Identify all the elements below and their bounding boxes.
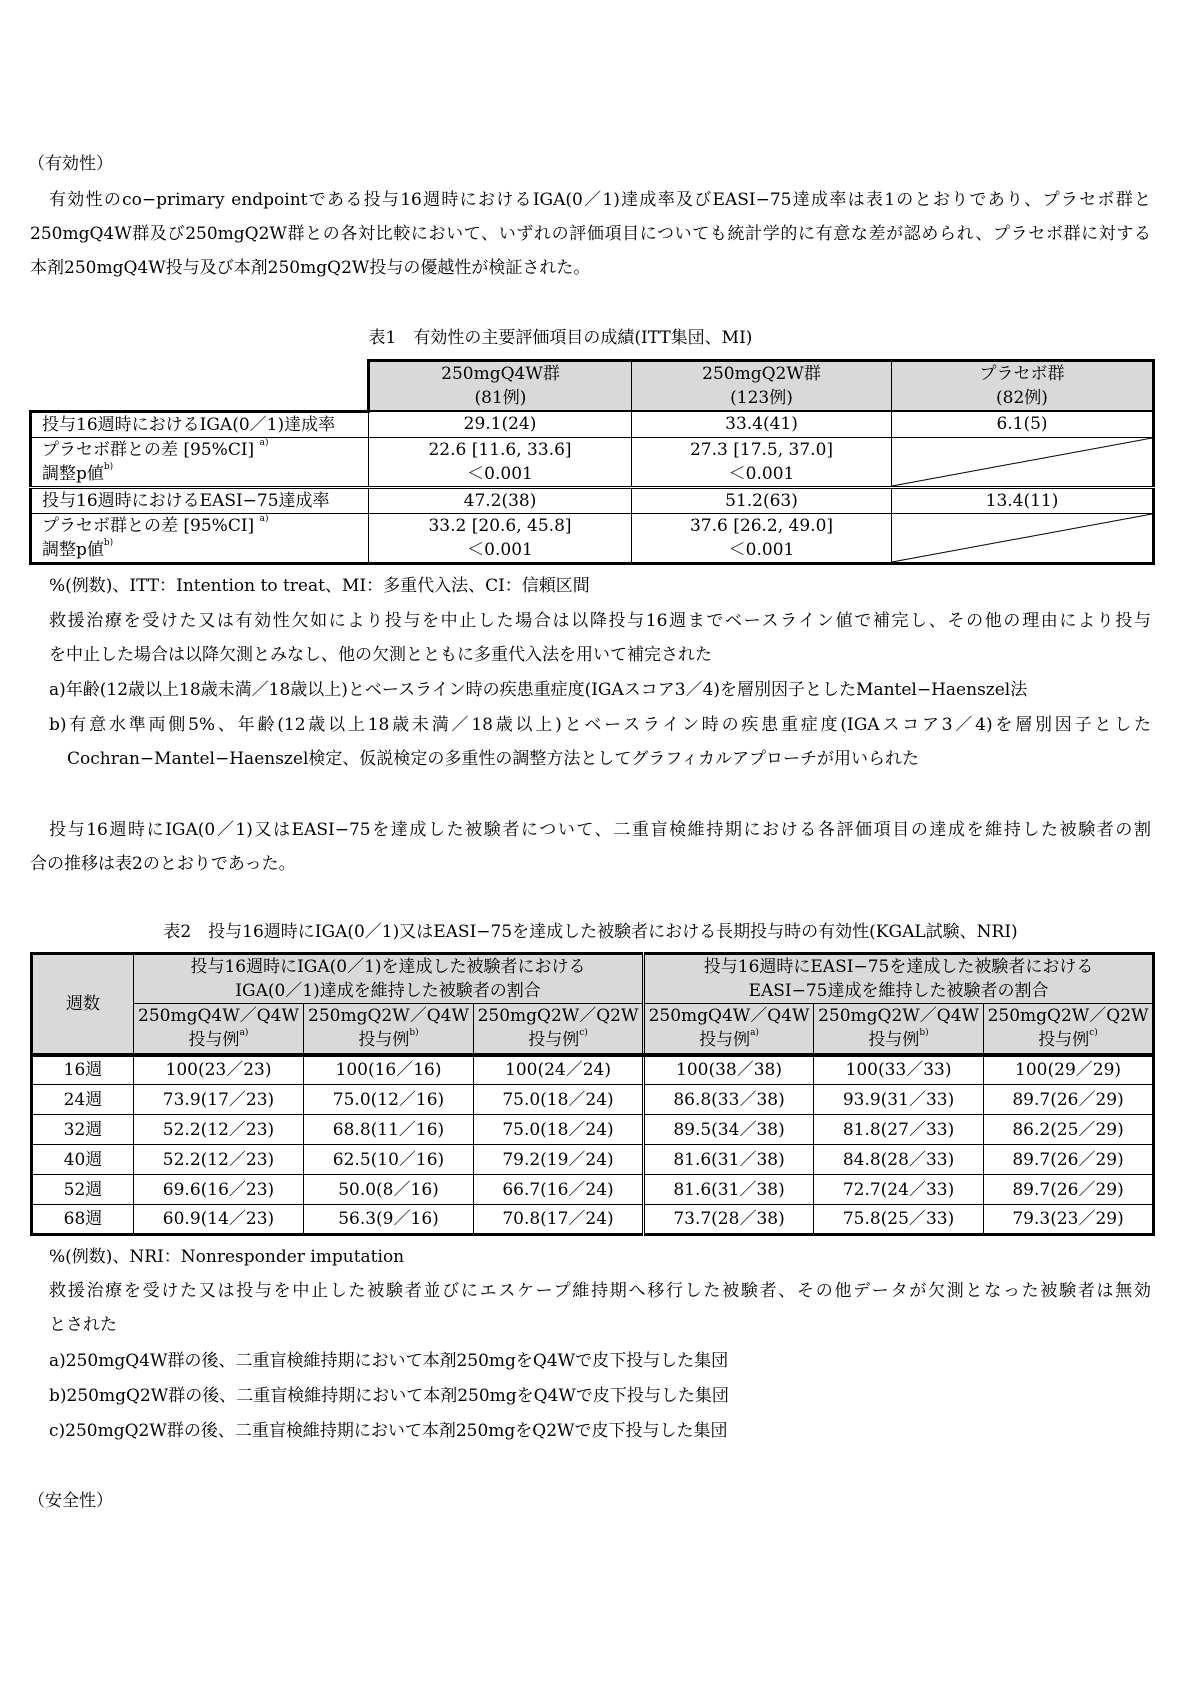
cell: 89.7(26／29) [984, 1145, 1154, 1175]
week-cell: 52週 [32, 1175, 134, 1205]
row-label [31, 437, 369, 487]
footnote-mark: c) [1089, 1028, 1098, 1039]
cell: 47.2(38) [369, 487, 632, 513]
p-value: ＜0.001 [728, 463, 795, 484]
note-line: 救援治療を受けた又は有効性欠如により投与を中止した場合は以降投与16週までベースライン値で補完し、その他の理由により投与 [49, 611, 1151, 631]
paragraph-line: 250mgQ4W群及び250mgQ2W群との各対比較において、いずれの評価項目についても統計学的に有意な差が認められ、プラセボ群に対する [30, 224, 1151, 244]
cell: 52.2(12／23) [134, 1115, 304, 1145]
cell: 79.2(19／24) [474, 1145, 644, 1175]
table-row [32, 1205, 1154, 1235]
week-cell: 16週 [32, 1055, 134, 1085]
cell: 66.7(16／24) [474, 1175, 644, 1205]
footnote-mark: b) [103, 461, 114, 472]
cell: 100(29／29) [984, 1055, 1154, 1085]
column-n: (81例) [474, 388, 527, 408]
table2 [30, 952, 1155, 1236]
regimen: 250mgQ2W／Q4W [818, 1006, 979, 1027]
column-n: (123例) [730, 388, 793, 408]
subgroup-header [134, 1004, 304, 1055]
p-label: 調整p値 [42, 539, 104, 560]
cell: 68.8(11／16) [304, 1115, 474, 1145]
table-row [32, 1085, 1154, 1115]
group-header-line: 投与16週時にIGA(0／1)を達成した被験者における [190, 957, 586, 977]
cell: 81.6(31／38) [644, 1175, 814, 1205]
column-header [632, 361, 892, 412]
empty-corner [31, 361, 369, 412]
cell: 6.1(5) [892, 411, 1154, 437]
cell: 29.1(24) [369, 411, 632, 437]
cell: 75.0(18／24) [474, 1115, 644, 1145]
table-row [32, 1055, 1154, 1085]
cell: 86.8(33／38) [644, 1085, 814, 1115]
p-value: ＜0.001 [728, 539, 795, 560]
cell: 89.7(26／29) [984, 1085, 1154, 1115]
empty-diagonal-cell [892, 437, 1154, 487]
group-header-line: EASI−75達成を維持した被験者の割合 [748, 981, 1049, 1001]
table-row [32, 1115, 1154, 1145]
p-value: ＜0.001 [467, 463, 533, 484]
diff-value: 37.6 [26.2, 49.0] [689, 515, 834, 536]
cell: 100(16／16) [304, 1055, 474, 1085]
regimen: 250mgQ2W／Q4W [308, 1006, 469, 1027]
table1-caption: 表1 有効性の主要評価項目の成績(ITT集団、MI) [368, 328, 753, 348]
subgroup-header [814, 1004, 984, 1055]
subgroup-label: 投与例 [358, 1030, 410, 1051]
column-header [892, 361, 1154, 412]
column-name: 250mgQ2W群 [702, 364, 821, 384]
cell: 73.9(17／23) [134, 1085, 304, 1115]
footnote-mark: c) [579, 1028, 588, 1039]
diff-label: プラセボ群との差 [95%CI] [42, 515, 255, 536]
diff-value: 33.2 [20.6, 45.8] [428, 515, 572, 536]
cell: 73.7(28／38) [644, 1205, 814, 1235]
cell: 13.4(11) [892, 487, 1154, 513]
cell [632, 437, 892, 487]
regimen: 250mgQ2W／Q2W [987, 1006, 1149, 1027]
note-line: c)250mgQ2W群の後、二重盲検維持期において本剤250mgをQ2Wで皮下投与した集団 [49, 1421, 728, 1441]
subgroup-label: 投与例 [188, 1030, 240, 1051]
subgroup-header [474, 1004, 644, 1055]
paragraph-line: 合の推移は表2のとおりであった。 [30, 854, 296, 874]
note-line: Cochran−Mantel−Haenszel検定、仮説検定の多重性の調整方法としてグラフィカルアプローチが用いられた [67, 749, 920, 769]
cell: 33.4(41) [632, 411, 892, 437]
week-cell: 40週 [32, 1145, 134, 1175]
note-line: とされた [49, 1315, 117, 1335]
row-label: 投与16週時におけるEASI−75達成率 [31, 487, 369, 513]
section-heading-safety: （安全性） [28, 1491, 113, 1511]
cell [369, 513, 632, 563]
footnote-mark: a) [750, 1028, 759, 1039]
cell: 93.9(31／33) [814, 1085, 984, 1115]
paragraph-line: 有効性のco−primary endpointである投与16週時におけるIGA(0／1)達成率及びEASI−75達成率は表1のとおりであり、プラセボ群と [49, 190, 1151, 210]
cell: 100(38／38) [644, 1055, 814, 1085]
cell: 81.8(27／33) [814, 1115, 984, 1145]
p-label: 調整p値 [42, 463, 104, 484]
column-header [369, 361, 632, 412]
cell: 89.7(26／29) [984, 1175, 1154, 1205]
week-cell: 32週 [32, 1115, 134, 1145]
paragraph-line: 投与16週時にIGA(0／1)又はEASI−75を達成した被験者について、二重盲検維持期における各評価項目の達成を維持した被験者の割 [49, 820, 1151, 840]
column-n: (82例) [996, 388, 1048, 408]
group-header [644, 954, 1154, 1004]
cell: 51.2(63) [632, 487, 892, 513]
cell: 86.2(25／29) [984, 1115, 1154, 1145]
row-label [31, 513, 369, 563]
group-header-line: IGA(0／1)達成を維持した被験者の割合 [235, 981, 541, 1001]
row-label: 投与16週時におけるIGA(0／1)達成率 [31, 411, 369, 437]
table2-caption: 表2 投与16週時にIGA(0／1)又はEASI−75を達成した被験者における長期投与時の有効性(KGAL試験、NRI) [163, 922, 1018, 942]
note-line: a)年齢(12歳以上18歳未満／18歳以上)とベースライン時の疾患重症度(IGAスコア3／4)を層別因子としたMantel−Haenszel法 [49, 680, 1028, 700]
cell: 100(23／23) [134, 1055, 304, 1085]
subgroup-label: 投与例 [528, 1030, 580, 1051]
footnote-mark: a) [259, 437, 269, 448]
note-line: を中止した場合は以降欠測とみなし、他の欠測とともに多重代入法を用いて補完された [49, 645, 712, 665]
cell: 62.5(10／16) [304, 1145, 474, 1175]
note-line: b)有意水準両側5%、年齢(12歳以上18歳未満／18歳以上)とベースライン時の疾患重症度(IGAスコア3／4)を層別因子とした [49, 715, 1151, 735]
cell: 75.8(25／33) [814, 1205, 984, 1235]
section-heading-efficacy: （有効性） [28, 154, 113, 174]
cell: 79.3(23／29) [984, 1205, 1154, 1235]
cell: 56.3(9／16) [304, 1205, 474, 1235]
week-header: 週数 [32, 954, 134, 1055]
cell: 52.2(12／23) [134, 1145, 304, 1175]
empty-diagonal-cell [892, 513, 1154, 563]
subgroup-header [304, 1004, 474, 1055]
regimen: 250mgQ4W／Q4W [648, 1006, 810, 1027]
cell: 72.7(24／33) [814, 1175, 984, 1205]
note-line: %(例数)、NRI：Nonresponder imputation [49, 1247, 405, 1267]
group-header-line: 投与16週時にEASI−75を達成した被験者における [703, 957, 1094, 977]
cell: 50.0(8／16) [304, 1175, 474, 1205]
note-line: a)250mgQ4W群の後、二重盲検維持期において本剤250mgをQ4Wで皮下投与した集団 [49, 1351, 729, 1371]
diff-label: プラセボ群との差 [95%CI] [42, 439, 255, 460]
footnote-mark: a) [239, 1028, 249, 1039]
cell: 69.6(16／23) [134, 1175, 304, 1205]
subgroup-header [984, 1004, 1154, 1055]
footnote-mark: a) [259, 513, 269, 524]
cell [369, 437, 632, 487]
paragraph-line: 本剤250mgQ4W投与及び本剤250mgQ2W投与の優越性が検証された。 [30, 258, 591, 278]
table-row [32, 1145, 1154, 1175]
note-line: b)250mgQ2W群の後、二重盲検維持期において本剤250mgをQ4Wで皮下投与した集団 [49, 1386, 729, 1406]
table-row [32, 1175, 1154, 1205]
cell: 70.8(17／24) [474, 1205, 644, 1235]
note-line: 救援治療を受けた又は投与を中止した被験者並びにエスケープ維持期へ移行した被験者、その他データが欠測となった被験者は無効 [49, 1281, 1151, 1301]
cell [632, 513, 892, 563]
diff-value: 22.6 [11.6, 33.6] [428, 439, 572, 460]
cell: 75.0(18／24) [474, 1085, 644, 1115]
subgroup-header [644, 1004, 814, 1055]
cell: 100(33／33) [814, 1055, 984, 1085]
cell: 84.8(28／33) [814, 1145, 984, 1175]
cell: 75.0(12／16) [304, 1085, 474, 1115]
regimen: 250mgQ2W／Q2W [477, 1006, 639, 1027]
footnote-mark: b) [919, 1028, 929, 1039]
week-cell: 68週 [32, 1205, 134, 1235]
cell: 89.5(34／38) [644, 1115, 814, 1145]
regimen: 250mgQ4W／Q4W [138, 1006, 299, 1027]
diff-value: 27.3 [17.5, 37.0] [689, 439, 834, 460]
footnote-mark: b) [103, 537, 114, 548]
subgroup-label: 投与例 [699, 1030, 751, 1051]
p-value: ＜0.001 [467, 539, 533, 560]
subgroup-label: 投与例 [868, 1030, 920, 1051]
week-cell: 24週 [32, 1085, 134, 1115]
cell: 60.9(14／23) [134, 1205, 304, 1235]
column-name: プラセボ群 [979, 364, 1065, 384]
column-name: 250mgQ4W群 [441, 364, 560, 384]
subgroup-label: 投与例 [1038, 1030, 1090, 1051]
footnote-mark: b) [409, 1028, 419, 1039]
note-line: %(例数)、ITT：Intention to treat、MI：多重代入法、CI：信頼区間 [49, 576, 590, 596]
group-header [134, 954, 644, 1004]
table1 [29, 359, 1155, 565]
cell: 100(24／24) [474, 1055, 644, 1085]
cell: 81.6(31／38) [644, 1145, 814, 1175]
